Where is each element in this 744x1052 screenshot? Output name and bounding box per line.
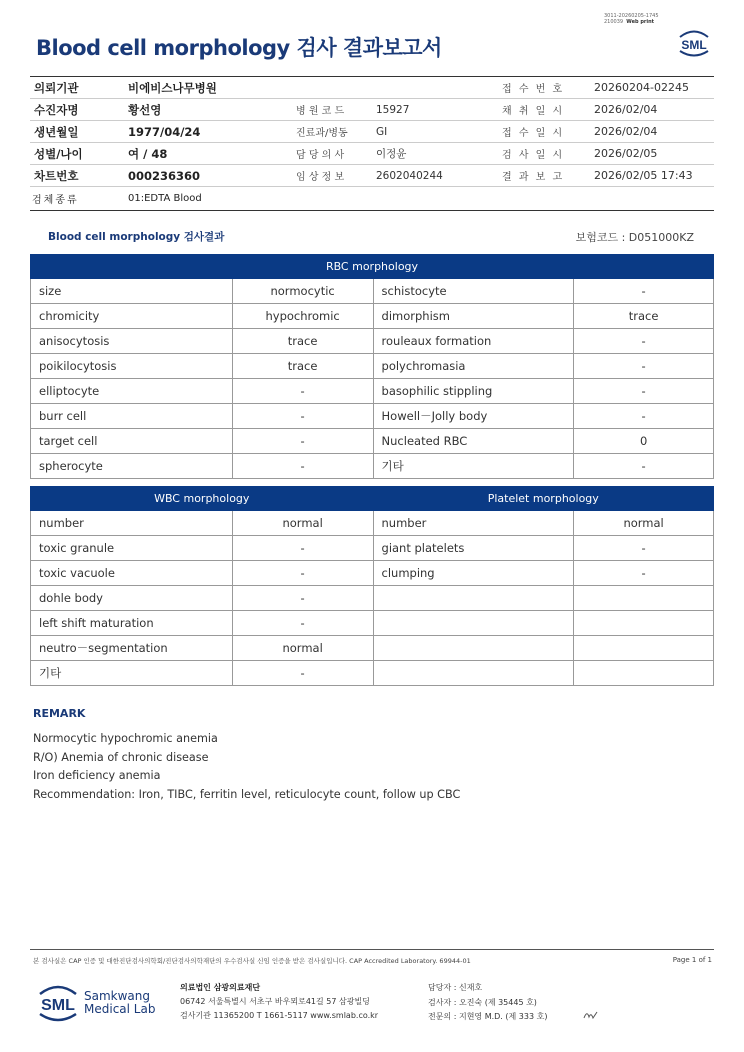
result-value: -	[232, 454, 373, 479]
result-value: -	[232, 586, 373, 611]
result-value: -	[574, 454, 714, 479]
result-item: clumping	[373, 561, 574, 586]
result-value: -	[232, 611, 373, 636]
table-row	[31, 279, 714, 304]
result-item: schistocyte	[373, 279, 574, 304]
accreditation-note: 본 검사실은 CAP 인증 및 대한진단검사의학회/진단검사의학재단의 우수검사실 신임 인증을 받은 검사실입니다. CAP Accredited Laboratory. 69944-01	[33, 957, 471, 965]
report-title: Blood cell morphology 검사 결과보고서	[36, 36, 442, 60]
info-label: 검 사 일 시	[502, 150, 565, 161]
lab-name-line1: Samkwang	[84, 989, 150, 1003]
info-label: 차트번호	[34, 168, 79, 183]
info-label: 채 취 일 시	[502, 106, 565, 117]
result-item: target cell	[31, 429, 233, 454]
remark-line: Normocytic hypochromic anemia	[33, 732, 218, 745]
org-name: 의료법인 삼광의료재단	[180, 983, 261, 992]
info-value: 20260204-02245	[594, 81, 689, 94]
result-value: hypochromic	[232, 304, 373, 329]
info-value: 이정윤	[376, 148, 407, 160]
result-value	[574, 611, 714, 636]
info-row	[30, 99, 714, 121]
result-item: left shift maturation	[31, 611, 233, 636]
info-label: 생년월일	[34, 124, 79, 139]
table-row	[31, 404, 714, 429]
result-item	[373, 661, 574, 686]
result-item: number	[373, 511, 574, 536]
remark-text	[33, 730, 460, 804]
result-item	[373, 611, 574, 636]
info-value: 여 / 48	[128, 146, 168, 161]
result-value	[574, 661, 714, 686]
table-row	[31, 536, 714, 561]
staff-manager: 담당자 : 신재호	[428, 983, 483, 992]
rbc-morphology-table	[30, 254, 714, 479]
table-row	[31, 561, 714, 586]
result-item: toxic granule	[31, 536, 233, 561]
organization-info	[180, 981, 378, 1023]
result-value: -	[232, 661, 373, 686]
result-item: size	[31, 279, 233, 304]
info-row	[30, 121, 714, 143]
table-row	[31, 329, 714, 354]
result-value: -	[232, 561, 373, 586]
info-label: 담 당 의 사	[296, 150, 345, 161]
lab-name-line2: Medical Lab	[84, 1002, 156, 1016]
info-row	[30, 165, 714, 187]
specimen-value: 01:EDTA Blood	[128, 193, 202, 204]
info-row	[30, 77, 714, 99]
result-item: polychromasia	[373, 354, 574, 379]
staff-tester: 검사자 : 오진숙 (제 35445 호)	[428, 997, 537, 1007]
result-value	[574, 636, 714, 661]
result-item: neutro－segmentation	[31, 636, 233, 661]
org-address: 06742 서울특별시 서초구 바우뫼로41길 57 삼광빌딩	[180, 997, 370, 1006]
patient-info-table	[30, 76, 714, 211]
info-value: 2026/02/04	[594, 103, 658, 116]
doc-code-2: 210039	[604, 19, 624, 25]
staff-specialist: 전문의 : 지현영 M.D. (제 333 호)	[428, 1012, 548, 1021]
samkwang-logo-text: SML	[41, 997, 75, 1014]
result-item: Howell－Jolly body	[373, 404, 574, 429]
result-item: anisocytosis	[31, 329, 233, 354]
org-contact: 검사기관 11365200 T 1661-5117 www.smlab.co.kr	[180, 1011, 379, 1020]
signature-image	[582, 1008, 600, 1022]
table-row	[31, 454, 714, 479]
remark-line: Recommendation: Iron, TIBC, ferritin level, reticulocyte count, follow up CBC	[33, 787, 461, 801]
section-title: Blood cell morphology 검사결과	[48, 231, 225, 243]
result-value: -	[232, 379, 373, 404]
result-value	[574, 586, 714, 611]
info-label: 임 상 정 보	[296, 172, 345, 183]
info-label: 수진자명	[34, 102, 79, 117]
result-item: dohle body	[31, 586, 233, 611]
result-item: 기타	[31, 661, 233, 686]
remark-line: R/O) Anemia of chronic disease	[33, 750, 209, 764]
result-value: -	[574, 561, 714, 586]
result-value: -	[574, 354, 714, 379]
result-value: normocytic	[232, 279, 373, 304]
table-row	[31, 661, 714, 686]
result-value: -	[232, 404, 373, 429]
info-label: 결 과 보 고	[502, 172, 565, 183]
platelet-header: Platelet morphology	[373, 487, 713, 511]
wbc-header: WBC morphology	[31, 487, 374, 511]
info-value: 1977/04/24	[128, 124, 201, 139]
result-value: 0	[574, 429, 714, 454]
result-item: Nucleated RBC	[373, 429, 574, 454]
info-value: 2026/02/04	[594, 125, 658, 138]
specimen-label: 검체종류	[32, 195, 79, 206]
result-item	[373, 586, 574, 611]
info-label: 의뢰기관	[34, 80, 79, 95]
result-value: -	[574, 379, 714, 404]
result-value: -	[574, 536, 714, 561]
info-row	[30, 187, 714, 211]
result-item: elliptocyte	[31, 379, 233, 404]
result-item: number	[31, 511, 233, 536]
table-row	[31, 611, 714, 636]
result-item	[373, 636, 574, 661]
info-value: 황선영	[128, 102, 162, 117]
table-row	[31, 586, 714, 611]
result-value: trace	[232, 354, 373, 379]
info-row	[30, 143, 714, 165]
info-label: 접 수 번 호	[502, 84, 565, 95]
result-value: -	[574, 404, 714, 429]
samkwang-logo	[36, 982, 80, 1022]
info-label: 접 수 일 시	[502, 128, 565, 139]
result-value: normal	[232, 636, 373, 661]
result-value: -	[574, 329, 714, 354]
insurance-code: 보험코드 : D051000KZ	[575, 231, 694, 244]
table-row	[31, 354, 714, 379]
result-item: basophilic stippling	[373, 379, 574, 404]
info-value: 2026/02/05	[594, 147, 658, 160]
result-value: -	[574, 279, 714, 304]
page-number: Page 1 of 1	[672, 956, 712, 964]
sml-logo-text: SML	[681, 38, 707, 52]
rbc-header: RBC morphology	[31, 255, 714, 279]
result-item: burr cell	[31, 404, 233, 429]
result-item: chromicity	[31, 304, 233, 329]
result-value: trace	[232, 329, 373, 354]
info-value: 000236360	[128, 168, 201, 183]
doc-code: 3011-20260205-1745	[604, 13, 659, 19]
info-label: 병 원 코 드	[296, 106, 345, 117]
result-value: normal	[232, 511, 373, 536]
table-row	[31, 636, 714, 661]
footer-divider	[30, 949, 714, 950]
staff-info	[428, 981, 547, 1025]
result-item: spherocyte	[31, 454, 233, 479]
info-label: 성별/나이	[34, 146, 83, 161]
info-value: 2026/02/05 17:43	[594, 169, 693, 182]
print-label: Web print	[626, 19, 655, 25]
result-value: -	[232, 429, 373, 454]
table-row	[31, 511, 714, 536]
table-row	[31, 429, 714, 454]
table-row	[31, 379, 714, 404]
sml-logo	[676, 28, 712, 58]
lab-name	[84, 990, 155, 1016]
result-item: rouleaux formation	[373, 329, 574, 354]
remark-title: REMARK	[33, 707, 86, 720]
info-value: 2602040244	[376, 169, 443, 182]
table-row	[31, 304, 714, 329]
document-meta	[604, 13, 659, 25]
remark-line: Iron deficiency anemia	[33, 769, 161, 782]
info-value: GI	[376, 125, 388, 138]
result-value: trace	[574, 304, 714, 329]
result-value: -	[232, 536, 373, 561]
result-value: normal	[574, 511, 714, 536]
result-item: dimorphism	[373, 304, 574, 329]
result-item: poikilocytosis	[31, 354, 233, 379]
info-value: 비에비스나무병원	[128, 80, 217, 95]
info-value: 15927	[376, 103, 410, 116]
result-item: 기타	[373, 454, 574, 479]
wbc-platelet-table	[30, 486, 714, 686]
result-item: giant platelets	[373, 536, 574, 561]
result-item: toxic vacuole	[31, 561, 233, 586]
info-label: 진료과/병동	[296, 128, 348, 139]
